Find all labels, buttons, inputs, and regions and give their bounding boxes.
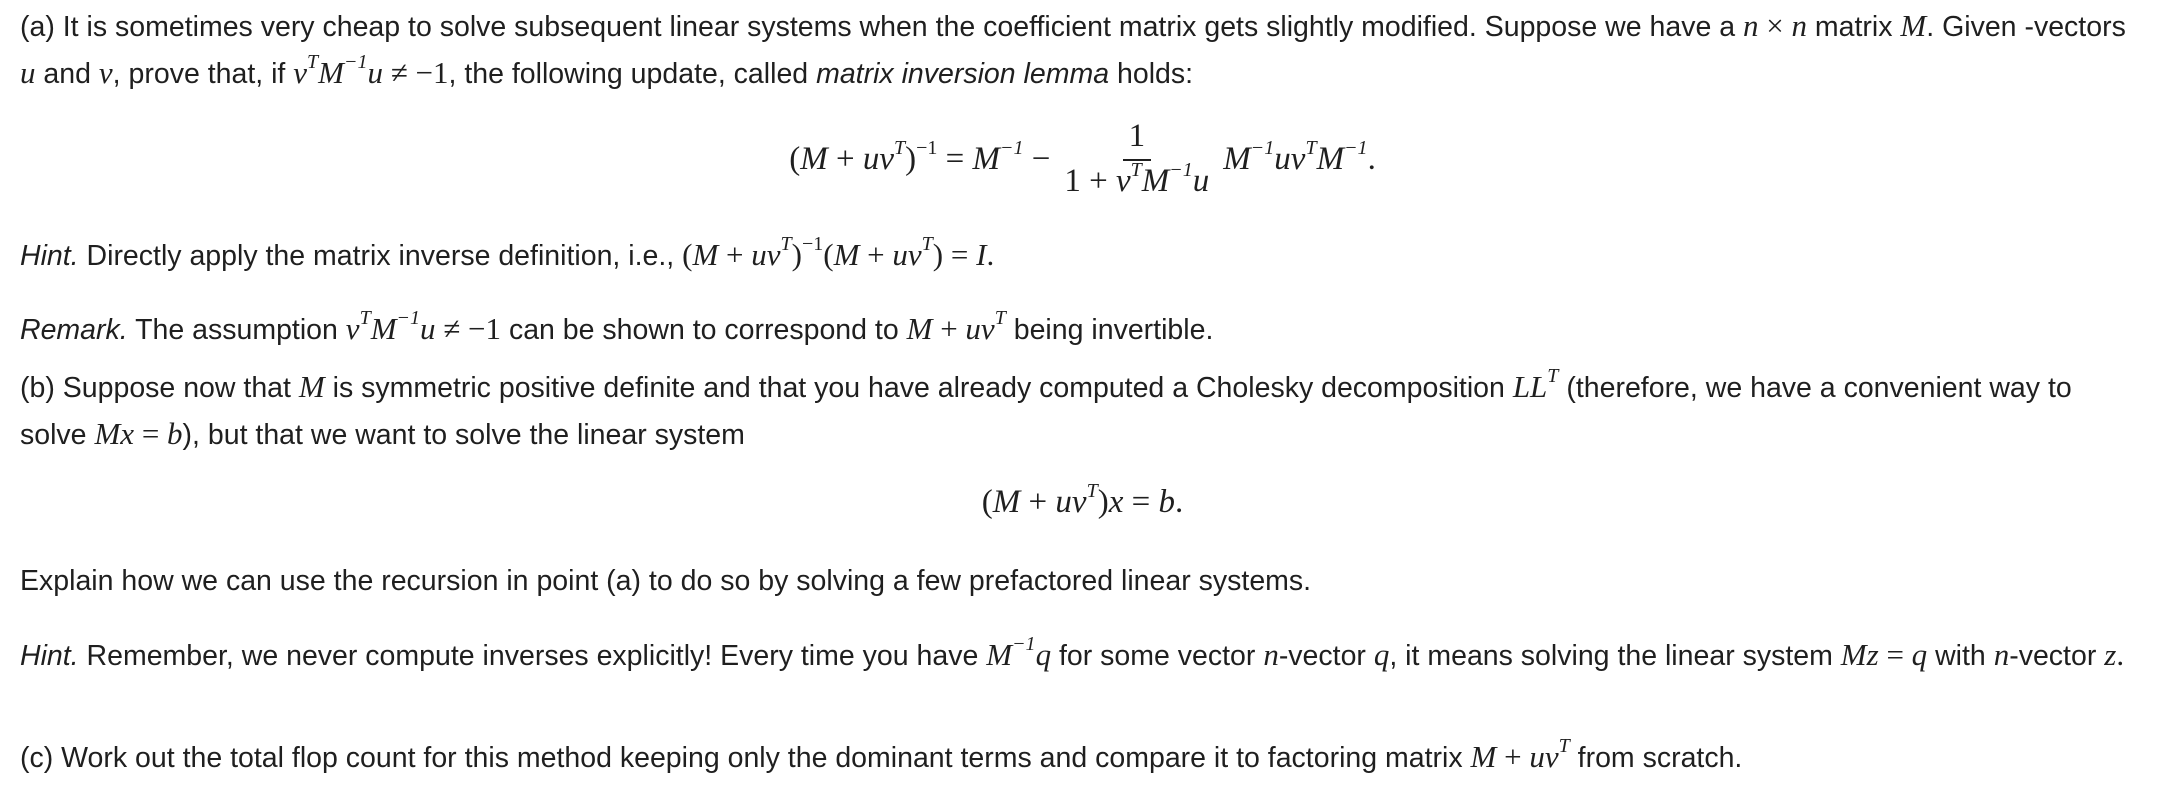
remark-label: Remark. [20, 314, 128, 346]
part-b-label: (b) [20, 372, 55, 404]
lemma-fraction: $\frac{1}{1 + v^TM^{-1}u}$ [1064, 118, 1210, 199]
math-n-by-n: n × n [1743, 8, 1807, 43]
math-cholesky: $LL^T$ [1512, 365, 1559, 404]
part-c-label: (c) [20, 742, 54, 774]
math-inverse-definition: $(M + uv^T)^{-1}(M + uv^T) = I$. [682, 233, 995, 272]
hint-b-label: Hint. [20, 640, 79, 672]
matrix-inversion-lemma-equation: ( M + $uv^T$ )$^{-1}$ = $M^{-1}$ − $\frac{1}{1 + v^TM^{-1}u}$ $M^{-1}uv^TM^{-1}$ . [789, 118, 1376, 199]
hint-a-paragraph: Hint. Directly apply the matrix inverse definition, i.e., $(M + uv^T)^{-1}(M + uv^T) = I$. [20, 233, 995, 272]
part-a-label: (a) [20, 11, 55, 43]
math-M: M [1900, 8, 1927, 43]
part-b-explain: Explain how we can use the recursion in point (a) to do so by solving a few prefactored linear systems. [20, 565, 1312, 597]
remark-paragraph: Remark. The assumption $v^TM^{-1}u \ne -1$ can be shown to correspond to $M + uv^T$ being invertible. [20, 307, 1214, 346]
part-b-paragraph: (b) Suppose now that M is symmetric positive definite and that you have already computed a Cholesky decomposition $LL^T$ (therefore, we have a convenient way to solve Mx = b), but that we want to solve the linear system [20, 365, 2072, 451]
hint-b-paragraph: Hint. Remember, we never compute inverses explicitly! Every time you have $M^{-1}q$ for some vector n-vector q, it means solving the linear system Mz = q with n-vector z. [20, 633, 2125, 672]
hint-a-label: Hint. [20, 240, 79, 272]
lemma-name: matrix inversion lemma [816, 58, 1110, 90]
part-a-paragraph: (a) It is sometimes very cheap to solve subsequent linear systems when the coefficient matrix gets slightly modified. Suppose we have a n × n matrix M. Given -vectors u and v, prove that, if $v^TM^{-1}u \ne -1$, the following update, called matrix inversion lemma holds: [20, 8, 2126, 90]
part-c-paragraph: (c) Work out the total flop count for this method keeping only the dominant terms and compare it to factoring matrix $M + uv^T$ from scratch. [20, 735, 1743, 774]
updated-system-equation: ( M + $uv^T$ ) x = b . [981, 480, 1184, 520]
math-condition: $v^TM^{-1}u \ne -1$ [293, 51, 449, 90]
